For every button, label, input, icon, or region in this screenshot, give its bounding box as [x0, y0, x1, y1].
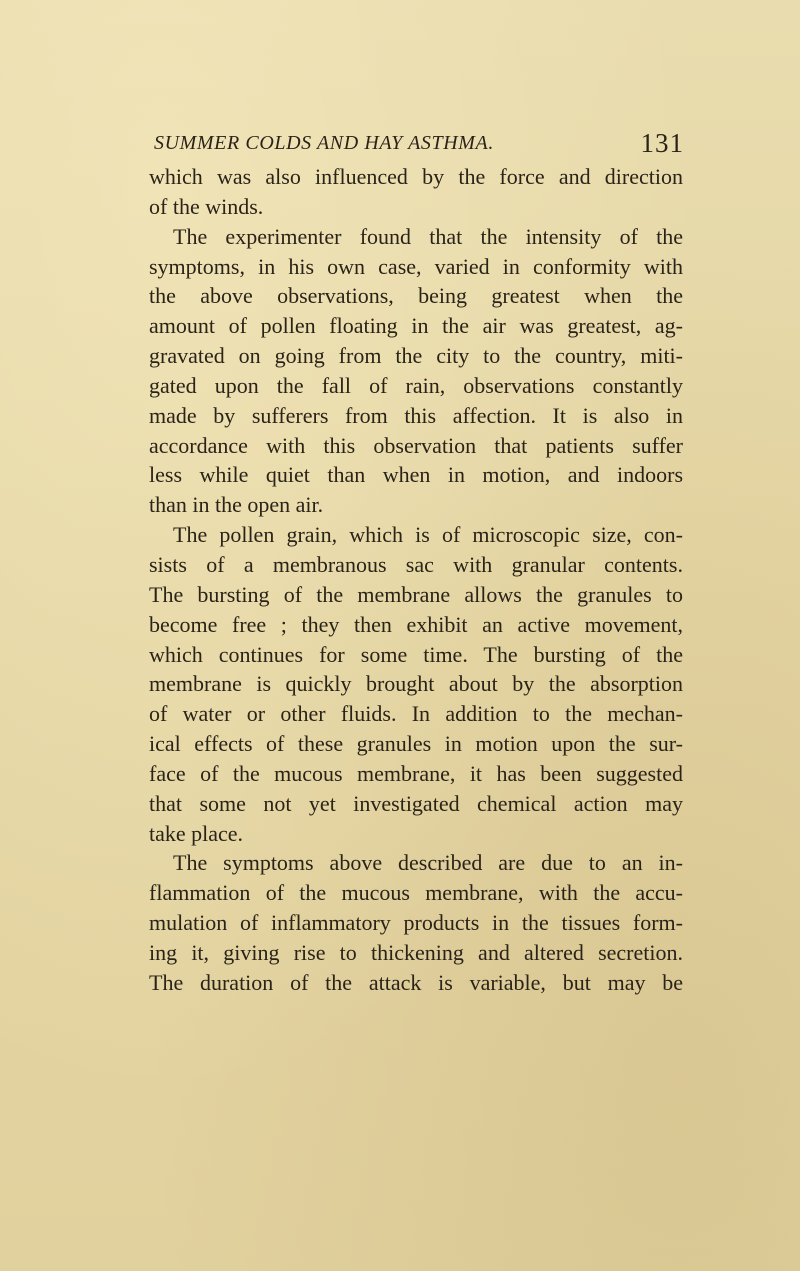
text-line: The bursting of the membrane allows the granules to [149, 581, 683, 607]
text-line: the above observations, being greatest when the [149, 283, 683, 309]
text-line: ical effects of these granules in motion upon the sur- [149, 731, 683, 757]
text-line: amount of pollen floating in the air was greatest, ag- [149, 313, 683, 339]
text-line: of water or other fluids. In addition to the mechan- [149, 701, 683, 727]
body-text [149, 162, 683, 998]
running-head [154, 128, 684, 166]
text-line: ing it, giving rise to thickening and altered secretion. [149, 939, 683, 965]
text-line: become free ; they then exhibit an active movement, [149, 611, 683, 637]
text-line: of the winds. [149, 193, 264, 219]
text-line: flammation of the mucous membrane, with the accu- [149, 880, 683, 906]
page-number: 131 [640, 128, 684, 158]
text-line: membrane is quickly brought about by the absorption [149, 671, 683, 697]
text-line: symptoms, in his own case, varied in conformity with [149, 253, 683, 279]
text-line: that some not yet investigated chemical action may [149, 790, 683, 816]
text-line: take place. [149, 820, 244, 846]
text-line: The duration of the attack is variable, but may be [149, 969, 683, 995]
text-line: which continues for some time. The bursting of the [149, 641, 683, 667]
text-line: than in the open air. [149, 492, 324, 518]
text-line: which was also influenced by the force and direction [149, 164, 683, 189]
text-line: The symptoms above described are due to an in- [173, 850, 683, 876]
text-line: The experimenter found that the intensity of the [173, 223, 683, 249]
text-line: The pollen grain, which is of microscopic size, con- [173, 522, 683, 548]
text-line: gravated on going from the city to the country, miti- [149, 343, 683, 369]
text-line: sists of a membranous sac with granular contents. [149, 551, 683, 577]
text-line: accordance with this observation that patients suffer [149, 432, 683, 458]
text-line: made by sufferers from this affection. It is also in [149, 402, 683, 428]
text-line: mulation of inflammatory products in the tissues form- [149, 910, 683, 936]
text-line: less while quiet than when in motion, and indoors [149, 462, 683, 488]
text-line: gated upon the fall of rain, observations constantly [149, 372, 683, 398]
text-line: face of the mucous membrane, it has been suggested [149, 760, 683, 786]
running-title: SUMMER COLDS AND HAY ASTHMA. [154, 132, 494, 154]
